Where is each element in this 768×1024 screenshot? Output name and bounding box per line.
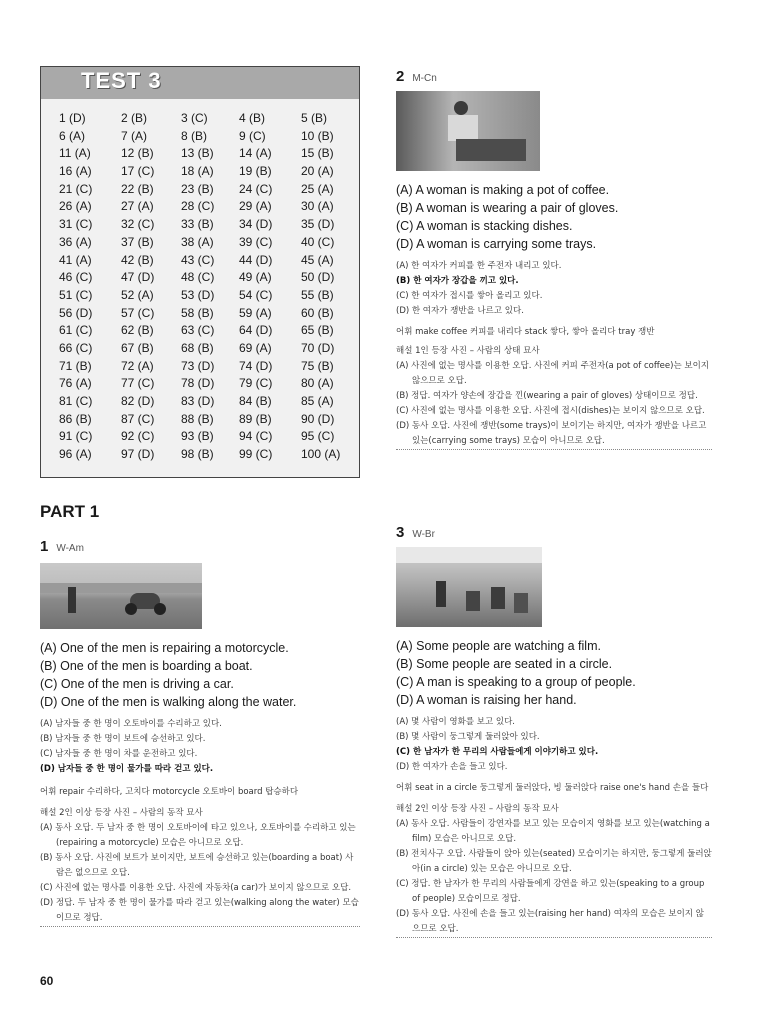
answer-cell: 14 (A) <box>239 146 272 161</box>
answer-cell: 94 (C) <box>239 429 273 444</box>
translation-b: (B) 몇 사람이 둥그렇게 둘러앉아 있다. <box>396 732 540 742</box>
answer-row <box>41 129 359 147</box>
translation-b: (B) 남자들 중 한 명이 보트에 승선하고 있다. <box>40 734 206 744</box>
answer-cell: 50 (D) <box>301 270 335 285</box>
translation-a: (A) 남자들 중 한 명이 오토바이를 수리하고 있다. <box>40 719 222 729</box>
option-a: (A) Some people are watching a film. <box>396 639 601 653</box>
question-3 <box>396 522 712 938</box>
answer-cell: 7 (A) <box>121 128 148 143</box>
question-1 <box>40 536 360 927</box>
answer-cell: 54 (C) <box>239 287 273 302</box>
answer-row <box>41 429 359 447</box>
answer-cell: 3 (C) <box>181 111 208 125</box>
answer-cell: 64 (D) <box>239 323 273 338</box>
option-d: (D) A woman is raising her hand. <box>396 693 577 707</box>
answer-cell: 33 (B) <box>181 217 214 232</box>
speaker-label: M-Cn <box>412 73 437 84</box>
answer-row <box>41 111 359 129</box>
answer-row <box>41 270 359 288</box>
question-number: 1 <box>40 538 49 555</box>
answer-row <box>41 235 359 253</box>
option-c: (C) A woman is stacking dishes. <box>396 219 573 233</box>
answer-cell: 22 (B) <box>121 181 154 196</box>
option-b: (B) Some people are seated in a circle. <box>396 657 613 671</box>
question-number: 2 <box>396 68 405 85</box>
translation-a: (A) 한 여자가 커피를 한 주전자 내리고 있다. <box>396 261 562 271</box>
answer-cell: 32 (C) <box>121 217 155 232</box>
answer-cell: 20 (A) <box>301 164 334 179</box>
answer-cell: 78 (D) <box>181 376 215 391</box>
answer-row <box>41 447 359 465</box>
answer-cell: 93 (B) <box>181 429 214 444</box>
option-a: (A) A woman is making a pot of coffee. <box>396 183 610 197</box>
answer-cell: 47 (D) <box>121 270 155 285</box>
answer-cell: 8 (B) <box>181 128 208 143</box>
explanation-a: (A) 동사 오답. 사람들이 강연자를 보고 있는 모습이지 영화를 보고 있는(watching a film) 모습은 아니므로 오답. <box>396 819 710 844</box>
translation-a: (A) 몇 사람이 영화를 보고 있다. <box>396 717 515 727</box>
answer-cell: 69 (A) <box>239 340 272 355</box>
answer-row <box>41 394 359 412</box>
explanation-title: 해설 2인 이상 등장 사진 – 사람의 동작 묘사 <box>396 804 559 814</box>
answer-cell: 28 (C) <box>181 199 215 214</box>
answer-cell: 65 (B) <box>301 323 334 338</box>
explanation-b: (B) 전치사구 오답. 사람들이 앉아 있는(seated) 모습이기는 하지만, 둥그렇게 둘러앉아(in a circle) 있는 모습은 아니므로 오답. <box>396 849 712 874</box>
page-number: 60 <box>40 974 54 988</box>
answer-cell: 43 (C) <box>181 252 215 267</box>
answer-cell: 1 (D) <box>59 111 86 125</box>
speaker-label: W-Am <box>56 543 84 554</box>
answer-cell: 77 (C) <box>121 376 155 391</box>
answer-row <box>41 359 359 377</box>
translation-c: (C) 남자들 중 한 명이 차를 운전하고 있다. <box>40 749 198 759</box>
explanation-d: (D) 정답. 두 남자 중 한 명이 물가를 따라 걷고 있는(walking along the water) 모습이므로 정답. <box>40 896 360 927</box>
answer-cell: 60 (B) <box>301 305 334 320</box>
answer-cell: 26 (A) <box>59 199 92 214</box>
option-a: (A) One of the men is repairing a motorcycle. <box>40 641 289 655</box>
option-b: (B) One of the men is boarding a boat. <box>40 659 253 673</box>
explanation-b: (B) 동사 오답. 사진에 보트가 보이지만, 보트에 승선하고 있는(boarding a boat) 사람은 없으므로 오답. <box>40 853 354 878</box>
answer-cell: 51 (C) <box>59 287 93 302</box>
answer-cell: 17 (C) <box>121 164 155 179</box>
option-d: (D) A woman is carrying some trays. <box>396 237 597 251</box>
answer-cell: 89 (B) <box>239 411 272 426</box>
answer-cell: 11 (A) <box>59 146 91 161</box>
answer-cell: 57 (C) <box>121 305 155 320</box>
vocabulary: 어휘 make coffee 커피를 내리다 stack 쌓다, 쌓아 올리다 tray 쟁반 <box>396 327 655 337</box>
explanation-a: (A) 동사 오답. 두 남자 중 한 명이 오토바이에 타고 있으나, 오토바이를 수리하고 있는(repairing a motorcycle) 모습은 아니므로 오답. <box>40 823 356 848</box>
vocabulary: 어휘 repair 수리하다, 고치다 motorcycle 오토바이 board 탑승하다 <box>40 787 299 797</box>
explanation-title: 해설 1인 등장 사진 – 사람의 상태 묘사 <box>396 346 540 356</box>
explanation-c: (C) 사진에 없는 명사를 이용한 오답. 사진에 접시(dishes)는 보이지 않으므로 오답. <box>396 406 705 416</box>
explanation-c: (C) 사진에 없는 명사를 이용한 오답. 사진에 자동차(a car)가 보이지 않으므로 오답. <box>40 883 352 893</box>
answer-cell: 23 (B) <box>181 181 214 196</box>
answer-cell: 12 (B) <box>121 146 154 161</box>
answer-cell: 18 (A) <box>181 164 214 179</box>
answer-cell: 36 (A) <box>59 234 92 249</box>
answer-cell: 49 (A) <box>239 270 272 285</box>
answer-cell: 42 (B) <box>121 252 154 267</box>
answer-cell: 66 (C) <box>59 340 93 355</box>
answer-cell: 70 (D) <box>301 340 335 355</box>
answer-cell: 15 (B) <box>301 146 334 161</box>
answer-cell: 61 (C) <box>59 323 93 338</box>
answer-cell: 59 (A) <box>239 305 272 320</box>
answer-key-title: TEST 3 <box>81 68 162 93</box>
answer-cell: 10 (B) <box>301 128 334 143</box>
answer-cell: 44 (D) <box>239 252 273 267</box>
answer-cell: 6 (A) <box>59 128 86 143</box>
translation-c: (C) 한 여자가 접시를 쌓아 올리고 있다. <box>396 291 543 301</box>
answer-cell: 83 (D) <box>181 394 215 408</box>
answer-cell: 4 (B) <box>239 111 266 125</box>
answer-cell: 100 (A) <box>301 447 341 462</box>
answer-cell: 68 (B) <box>181 340 214 355</box>
answer-cell: 2 (B) <box>121 111 148 125</box>
explanation-d: (D) 동사 오답. 사진에 쟁반(some trays)이 보이기는 하지만, 여자가 쟁반을 나르고 있는(carrying some trays) 모습이 아니므로 오답. <box>396 419 712 450</box>
answer-cell: 56 (D) <box>59 305 93 320</box>
translation-b: (B) 한 여자가 장갑을 끼고 있다. <box>396 276 519 286</box>
answer-cell: 31 (C) <box>59 217 93 232</box>
answer-cell: 92 (C) <box>121 429 155 444</box>
answer-row <box>41 341 359 359</box>
answer-row <box>41 217 359 235</box>
vocabulary: 어휘 seat in a circle 둥그렇게 둘러앉다, 빙 둘러앉다 raise one's hand 손을 들다 <box>396 783 709 793</box>
answer-cell: 48 (C) <box>181 270 215 285</box>
translation-d: (D) 남자들 중 한 명이 물가를 따라 걷고 있다. <box>40 764 214 774</box>
option-b: (B) A woman is wearing a pair of gloves. <box>396 201 619 215</box>
answer-key-header <box>41 67 359 99</box>
option-c: (C) A man is speaking to a group of people. <box>396 675 636 689</box>
answer-cell: 29 (A) <box>239 199 272 214</box>
answer-cell: 63 (C) <box>181 323 215 338</box>
answer-cell: 82 (D) <box>121 394 155 408</box>
question-number: 3 <box>396 524 405 541</box>
answer-grid <box>41 111 359 465</box>
answer-cell: 40 (C) <box>301 234 335 249</box>
option-d: (D) One of the men is walking along the water. <box>40 695 297 709</box>
answer-cell: 88 (B) <box>181 411 214 426</box>
answer-cell: 85 (A) <box>301 394 334 408</box>
answer-cell: 67 (B) <box>121 340 154 355</box>
answer-cell: 52 (A) <box>121 287 154 302</box>
left-column <box>40 66 360 923</box>
answer-row <box>41 182 359 200</box>
answer-cell: 80 (A) <box>301 376 334 391</box>
answer-cell: 24 (C) <box>239 181 273 196</box>
answer-row <box>41 288 359 306</box>
answer-cell: 75 (B) <box>301 358 334 373</box>
explanation-title: 해설 2인 이상 등장 사진 – 사람의 동작 묘사 <box>40 808 203 818</box>
question-2 <box>396 66 712 450</box>
answer-cell: 13 (B) <box>181 146 214 161</box>
answer-cell: 74 (D) <box>239 358 273 373</box>
answer-cell: 30 (A) <box>301 199 334 214</box>
answer-row <box>41 323 359 341</box>
answer-cell: 99 (C) <box>239 447 273 462</box>
translation-d: (D) 한 여자가 쟁반을 나르고 있다. <box>396 306 524 316</box>
answer-key-box <box>40 66 360 478</box>
answer-cell: 76 (A) <box>59 376 92 391</box>
answer-cell: 21 (C) <box>59 181 93 196</box>
translation-d: (D) 한 여자가 손을 들고 있다. <box>396 762 508 772</box>
answer-cell: 38 (A) <box>181 234 214 249</box>
answer-cell: 9 (C) <box>239 128 266 143</box>
answer-row <box>41 412 359 430</box>
answer-cell: 34 (D) <box>239 217 273 232</box>
answer-cell: 27 (A) <box>121 199 154 214</box>
photo-group-meeting <box>396 547 542 627</box>
answer-cell: 84 (B) <box>239 394 272 408</box>
speaker-label: W-Br <box>412 529 435 540</box>
option-c: (C) One of the men is driving a car. <box>40 677 234 691</box>
answer-row <box>41 376 359 394</box>
answer-cell: 73 (D) <box>181 358 215 373</box>
answer-cell: 96 (A) <box>59 447 92 462</box>
answer-cell: 25 (A) <box>301 181 334 196</box>
answer-cell: 98 (B) <box>181 447 214 462</box>
explanation-d: (D) 동사 오답. 사진에 손을 들고 있는(raising her hand) 여자의 모습은 보이지 않으므로 오답. <box>396 907 712 938</box>
answer-cell: 95 (C) <box>301 429 335 444</box>
answer-row <box>41 199 359 217</box>
answer-cell: 72 (A) <box>121 358 154 373</box>
right-column <box>396 66 712 934</box>
answer-cell: 87 (C) <box>121 411 155 426</box>
explanation-a: (A) 사진에 없는 명사를 이용한 오답. 사진에 커피 주전자(a pot of coffee)는 보이지 않으므로 오답. <box>396 361 710 386</box>
answer-cell: 37 (B) <box>121 234 154 249</box>
answer-cell: 91 (C) <box>59 429 93 444</box>
answer-row <box>41 164 359 182</box>
explanation-b: (B) 정답. 여자가 양손에 장갑을 낀(wearing a pair of gloves) 상태이므로 정답. <box>396 391 698 401</box>
explanation-c: (C) 정답. 한 남자가 한 무리의 사람들에게 강연을 하고 있는(speaking to a group of people) 모습이므로 정답. <box>396 879 705 904</box>
answer-cell: 81 (C) <box>59 394 93 408</box>
answer-cell: 90 (D) <box>301 411 335 426</box>
answer-cell: 41 (A) <box>59 252 92 267</box>
answer-cell: 19 (B) <box>239 164 272 179</box>
answer-cell: 62 (B) <box>121 323 154 338</box>
answer-cell: 79 (C) <box>239 376 273 391</box>
answer-row <box>41 146 359 164</box>
answer-cell: 39 (C) <box>239 234 273 249</box>
answer-cell: 53 (D) <box>181 287 215 302</box>
answer-cell: 55 (B) <box>301 287 334 302</box>
answer-cell: 71 (B) <box>59 358 92 373</box>
answer-cell: 58 (B) <box>181 305 214 320</box>
answer-cell: 16 (A) <box>59 164 92 179</box>
answer-row <box>41 306 359 324</box>
answer-cell: 5 (B) <box>301 111 328 125</box>
answer-cell: 35 (D) <box>301 217 335 232</box>
answer-cell: 97 (D) <box>121 447 155 462</box>
answer-cell: 46 (C) <box>59 270 93 285</box>
photo-motorcycle-waterfront <box>40 563 202 629</box>
answer-cell: 86 (B) <box>59 411 92 426</box>
photo-woman-gloves <box>396 91 540 171</box>
answer-row <box>41 253 359 271</box>
part-title: PART 1 <box>40 502 100 521</box>
translation-c: (C) 한 남자가 한 무리의 사람들에게 이야기하고 있다. <box>396 747 599 757</box>
answer-cell: 45 (A) <box>301 252 334 267</box>
